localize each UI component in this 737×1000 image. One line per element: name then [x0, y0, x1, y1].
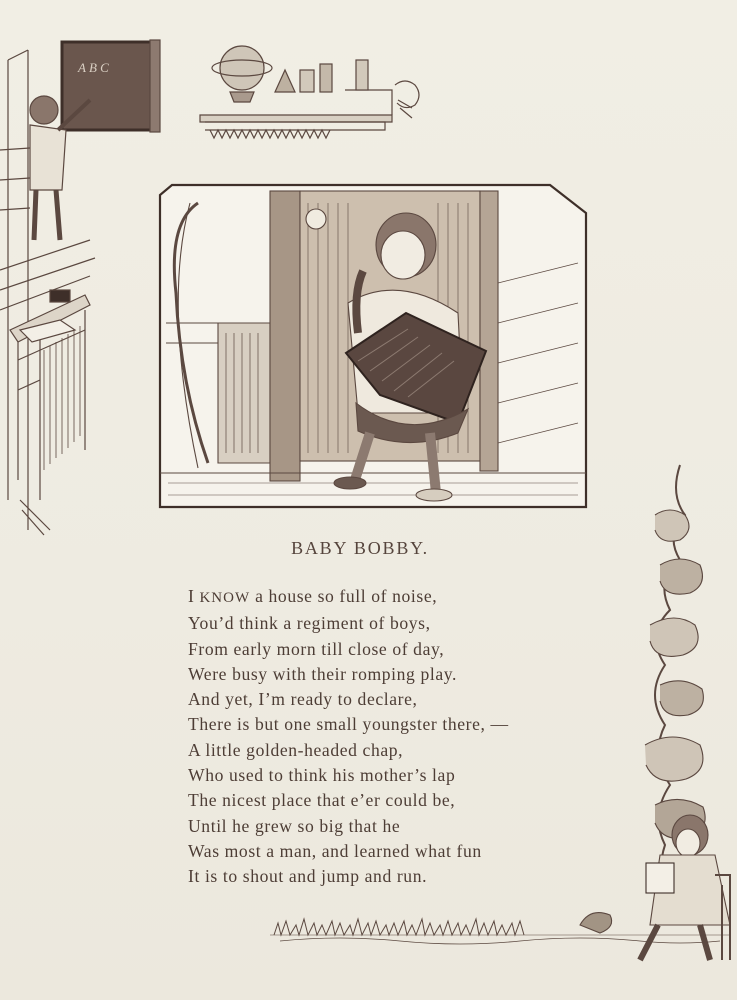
poem-line: Until he grew so big that he: [188, 815, 401, 836]
poem-line-1: [188, 584, 608, 611]
poem-body: [188, 584, 608, 890]
poem-line: Were busy with their romping play.: [188, 663, 457, 684]
poem-line: Who used to think his mother’s lap: [188, 765, 456, 786]
poem-title: BABY BOBBY.: [291, 538, 429, 558]
poem-line: It is to shout and jump and run.: [188, 866, 428, 887]
poem-first-word: I: [188, 586, 195, 606]
poem-line: You’d think a regiment of boys,: [188, 613, 431, 634]
poem-first-smallcaps: KNOW: [199, 590, 251, 606]
poem-line: And yet, I’m ready to declare,: [188, 689, 418, 710]
poem-line: Was most a man, and learned what fun: [188, 840, 482, 861]
poem-line: The nicest place that e’er could be,: [188, 790, 456, 811]
poem-line: From early morn till close of day,: [188, 638, 445, 659]
poem-first-rest: a house so full of noise,: [250, 586, 438, 606]
blackboard-letters: A B C: [78, 60, 109, 75]
poem-line: There is but one small youngster there, —: [188, 714, 509, 735]
poem-line: A little golden-headed chap,: [188, 739, 404, 760]
